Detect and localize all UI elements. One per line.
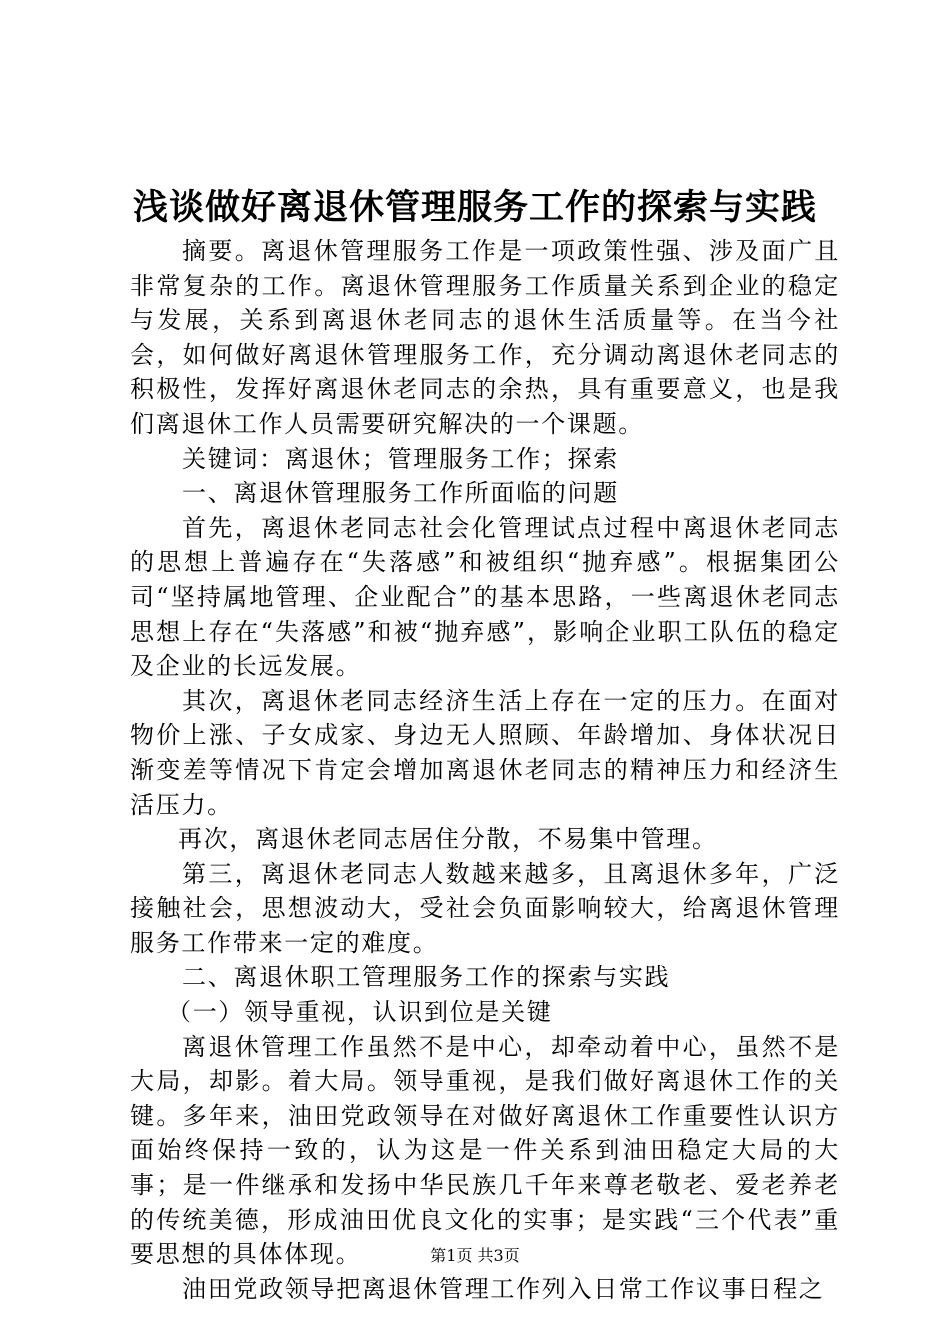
body-paragraph: 第三，离退休老同志人数越来越多，且离退休多年，广泛接触社会，思想波动大，受社会负面影响较大，给离退休管理服务工作带来一定的难度。 xyxy=(130,859,840,957)
body-paragraph: 离退休管理工作虽然不是中心，却牵动着中心，虽然不是大局，却影。着大局。领导重视，是我们做好离退休工作的关键。多年来，油田党政领导在对做好离退休工作重要性认识方面始终保持一致的，认为这是一件关系到油田稳定大局的大事；是一件继承和发扬中华民族几千年来尊老敬老、爱老养老的传统美德，形成油田优良文化的实事；是实践“三个代表”重要思想的具体体现。 xyxy=(130,1032,840,1269)
body-paragraph: 油田党政领导把离退休管理工作列入日常工作议事日程之 xyxy=(182,1274,825,1303)
body-paragraph: 其次，离退休老同志经济生活上存在一定的压力。在面对物价上涨、子女成家、身边无人照顾、年龄增加、身体状况日渐变差等情况下肯定会增加离退休老同志的精神压力和经济生活压力。 xyxy=(130,686,840,819)
page-number-footer: 第1页 共3页 xyxy=(430,1246,520,1265)
subsection-heading-1: （一）领导重视，认识到位是关键 xyxy=(167,998,553,1027)
body-paragraph: 首先，离退休老同志社会化管理试点过程中离退休老同志的思想上普遍存在“失落感”和被组织“抛弃感”。根据集团公司“坚持属地管理、企业配合”的基本思路，一些离退休老同志思想上存在“失落感”和被“抛弃感”，影响企业职工队伍的稳定及企业的长远发展。 xyxy=(130,513,840,681)
document-body xyxy=(130,234,840,1306)
document-title: 浅谈做好离退休管理服务工作的探索与实践 xyxy=(132,187,817,228)
keywords-line: 关键词：离退休；管理服务工作；探索 xyxy=(182,444,619,473)
section-heading-1: 一、离退休管理服务工作所面临的问题 xyxy=(182,479,619,508)
body-paragraph: 再次，离退休老同志居住分散，不易集中管理。 xyxy=(178,825,718,854)
section-heading-2: 二、离退休职工管理服务工作的探索与实践 xyxy=(182,963,671,992)
abstract-paragraph: 摘要。离退休管理服务工作是一项政策性强、涉及面广且非常复杂的工作。离退休管理服务工作质量关系到企业的稳定与发展，关系到离退休老同志的退休生活质量等。在当今社会，如何做好离退休管理服务工作，充分调动离退休老同志的积极性，发挥好离退休老同志的余热，具有重要意义，也是我们离退休工作人员需要研究解决的一个课题。 xyxy=(130,237,840,438)
